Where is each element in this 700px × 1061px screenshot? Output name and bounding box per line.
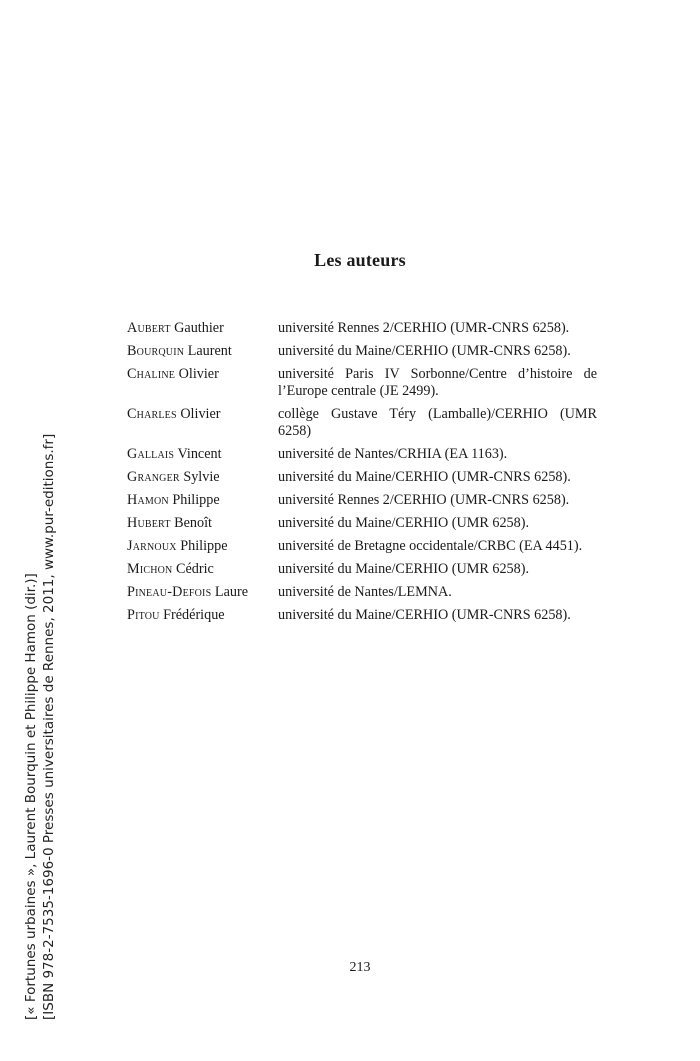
- author-entry: [127, 561, 597, 578]
- author-name: [127, 366, 278, 383]
- author-firstname: Laurent: [187, 343, 232, 359]
- author-firstname: Sylvie: [183, 469, 220, 485]
- authors-list: [127, 320, 597, 630]
- author-affiliation: université du Maine/CERHIO (UMR-CNRS 6258).: [278, 607, 571, 623]
- author-name: [127, 406, 278, 423]
- author-firstname: Philippe: [180, 538, 228, 554]
- author-name: [127, 469, 278, 486]
- page-number: 213: [349, 960, 371, 975]
- author-surname: Granger: [127, 469, 180, 485]
- author-surname: Michon: [127, 561, 173, 577]
- author-name: [127, 561, 278, 578]
- author-entry: [127, 406, 597, 440]
- author-entry: [127, 469, 597, 486]
- author-affiliation: université de Bretagne occidentale/CRBC (EA 4451).: [278, 538, 583, 554]
- author-surname: Hamon: [127, 492, 169, 508]
- author-affiliation: université du Maine/CERHIO (UMR-CNRS 6258).: [278, 469, 571, 485]
- author-entry: [127, 492, 597, 509]
- author-affiliation: université Rennes 2/CERHIO (UMR-CNRS 6258).: [278, 320, 570, 336]
- author-surname: Aubert: [127, 320, 171, 336]
- author-firstname: Olivier: [178, 366, 219, 382]
- author-entry: [127, 320, 597, 337]
- author-name: [127, 538, 278, 555]
- author-firstname: Benoît: [174, 515, 213, 531]
- author-name: [127, 320, 278, 337]
- author-entry: [127, 343, 597, 360]
- page-title: Les auteurs: [314, 250, 406, 270]
- author-affiliation: université Paris IV Sorbonne/Centre d’histoire de l’Europe centrale (JE 2499).: [278, 366, 597, 399]
- author-affiliation: université Rennes 2/CERHIO (UMR-CNRS 6258).: [278, 492, 570, 508]
- author-entry: [127, 515, 597, 532]
- author-name: [127, 607, 278, 624]
- author-name: [127, 343, 278, 360]
- citation-line: [« Fortunes urbaines », Laurent Bourquin et Philippe Hamon (dir.)]: [23, 573, 39, 1020]
- author-entry: [127, 366, 597, 400]
- author-name: [127, 446, 278, 463]
- author-affiliation: université du Maine/CERHIO (UMR-CNRS 6258).: [278, 343, 571, 359]
- author-name: [127, 584, 278, 601]
- author-firstname: Gauthier: [174, 320, 224, 336]
- author-surname: Hubert: [127, 515, 171, 531]
- author-surname: Gallais: [127, 446, 175, 462]
- author-affiliation: université du Maine/CERHIO (UMR 6258).: [278, 515, 530, 531]
- author-firstname: Vincent: [177, 446, 222, 462]
- author-firstname: Laure: [214, 584, 248, 600]
- author-surname: Charles: [127, 406, 177, 422]
- author-surname: Pitou: [127, 607, 160, 623]
- author-firstname: Philippe: [172, 492, 220, 508]
- isbn-line: [ISBN 978-2-7535-1696-0 Presses universitaires de Rennes, 2011, www.pur-editions.fr]: [41, 433, 57, 1020]
- author-entry: [127, 584, 597, 601]
- author-affiliation: université de Nantes/CRHIA (EA 1163).: [278, 446, 508, 462]
- author-entry: [127, 446, 597, 463]
- author-affiliation: université de Nantes/LEMNA.: [278, 584, 452, 600]
- author-entry: [127, 538, 597, 555]
- author-affiliation: université du Maine/CERHIO (UMR 6258).: [278, 561, 530, 577]
- author-firstname: Cédric: [176, 561, 214, 577]
- author-name: [127, 515, 278, 532]
- author-affiliation: collège Gustave Téry (Lamballe)/CERHIO (UMR 6258): [278, 406, 597, 439]
- author-firstname: Olivier: [180, 406, 221, 422]
- author-name: [127, 492, 278, 509]
- author-entry: [127, 607, 597, 624]
- author-surname: Pineau-Defois: [127, 584, 212, 600]
- author-surname: Jarnoux: [127, 538, 177, 554]
- citation-sidebar: [22, 380, 58, 1020]
- author-surname: Bourquin: [127, 343, 185, 359]
- author-surname: Chaline: [127, 366, 176, 382]
- author-firstname: Frédérique: [163, 607, 225, 623]
